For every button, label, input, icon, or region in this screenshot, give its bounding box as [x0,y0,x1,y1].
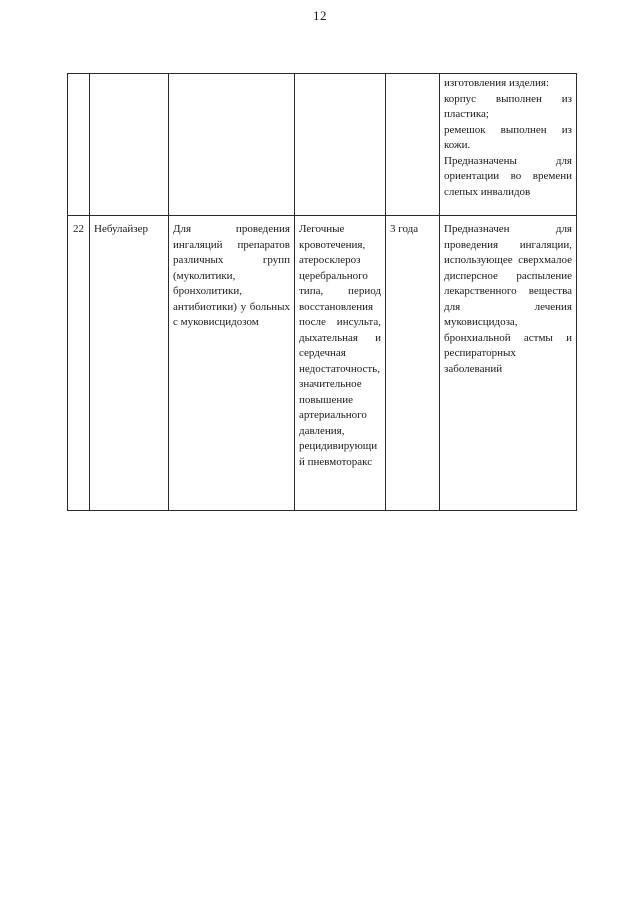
items-table [67,73,577,511]
description-line: Предназначены для ориентации во времени слепых инвалидов [444,154,572,198]
cell-num [68,74,90,216]
description-line: изготовления изделия: [444,77,549,89]
cell-name [90,74,169,216]
cell-description: Предназначен для проведения ингаляции, использующее сверхмалое дисперсное распыление лекарственного вещества для лечения муковисцидоза, бронхиальной астмы и респираторных заболеваний [440,216,577,511]
cell-description [440,74,577,216]
cell-num: 22 [68,216,90,511]
table-row [68,74,577,216]
cell-contraindications: Легочные кровотечения, атеросклероз церебрального типа, период восстановления после инсульта, дыхательная и сердечная недостаточность, значительное повышение артериального давления, рецидивирующий пневмоторакс [295,216,386,511]
description-line: корпус выполнен из пластика; [444,92,572,120]
cell-contraindications [295,74,386,216]
cell-purpose: Для проведения ингаляций препаратов различных групп (муколитики, бронхолитики, антибиотики) у больных с муковисцидозом [169,216,295,511]
description-line: ремешок выполнен из кожи. [444,123,572,151]
table-row [68,216,577,511]
cell-name: Небулайзер [90,216,169,511]
page-number: 12 [313,8,327,23]
cell-purpose [169,74,295,216]
cell-term [386,74,440,216]
cell-term: 3 года [386,216,440,511]
